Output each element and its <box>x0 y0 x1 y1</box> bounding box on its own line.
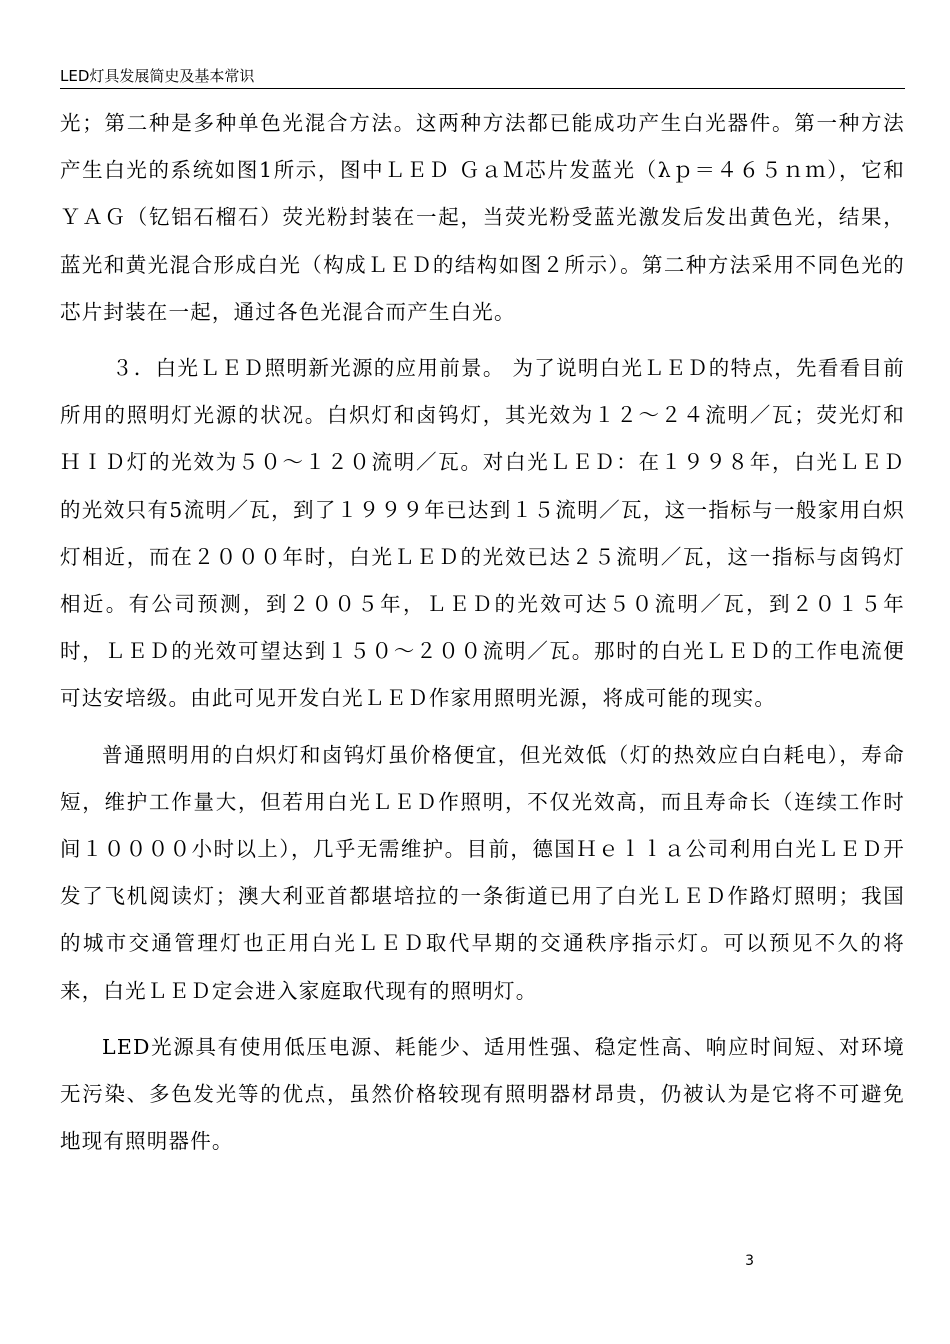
header-title: LED灯具发展简史及基本常识 <box>60 67 255 85</box>
paragraph-application-prospects: ３．白光ＬＥＤ照明新光源的应用前景。 为了说明白光ＬＥＤ的特点，先看看目前所用的照明灯光源的状况。白炽灯和卤钨灯，其光效为１２～２４流明／瓦；荧光灯和ＨＩＤ灯的光效为５０～１２０流明／瓦。对白光ＬＥＤ：在１９９８年，白光ＬＥＤ的光效只有5流明／瓦，到了１９９９年已达到１５流明／瓦，这一指标与一般家用白炽灯相近，而在２０００年时，白光ＬＥＤ的光效已达２５流明／瓦，这一指标与卤钨灯相近。有公司预测，到２００５年，ＬＥＤ的光效可达５０流明／瓦，到２０１５年时，ＬＥＤ的光效可望达到１５０～２００流明／瓦。那时的白光ＬＥＤ的工作电流便可达安培级。由此可见开发白光ＬＥＤ作家用照明光源，将成可能的现实。 <box>60 356 905 711</box>
paragraph-white-light-methods: 光；第二种是多种单色光混合方法。这两种方法都已能成功产生白光器件。第一种方法产生白光的系统如图1所示，图中ＬＥＤ ＧａＭ芯片发蓝光（λｐ＝４６５ｎｍ），它和ＹＡＧ（钇铝石榴石）荧光粉封装在一起，当荧光粉受蓝光激发后发出黄色光，结果，蓝光和黄光混合形成白光（构成ＬＥＤ的结构如图２所示）。第二种方法采用不同色光的芯片封装在一起，通过各色光混合而产生白光。 <box>60 111 905 324</box>
header-divider <box>60 88 905 89</box>
paragraph-general-lighting: 普通照明用的白炽灯和卤钨灯虽价格便宜，但光效低（灯的热效应白白耗电），寿命短，维护工作量大，但若用白光ＬＥＤ作照明，不仅光效高，而且寿命长（连续工作时间１００００小时以上），几乎无需维护。目前，德国Ｈｅｌｌａ公司利用白光ＬＥＤ开发了飞机阅读灯；澳大利亚首都堪培拉的一条街道已用了白光ＬＥＤ作路灯照明；我国的城市交通管理灯也正用白光ＬＥＤ取代早期的交通秩序指示灯。可以预见不久的将来，白光ＬＥＤ定会进入家庭取代现有的照明灯。 <box>60 742 905 1003</box>
page-header <box>60 66 905 88</box>
paragraph-gap <box>60 336 905 345</box>
page-number: 3 <box>745 1253 754 1269</box>
paragraph-gap <box>60 723 905 732</box>
document-body <box>60 100 905 1165</box>
paragraph-gap <box>60 1015 905 1024</box>
paragraph-led-advantages: LED光源具有使用低压电源、耗能少、适用性强、稳定性高、响应时间短、对环境无污染、多色发光等的优点，虽然价格较现有照明器材昂贵，仍被认为是它将不可避免地现有照明器件。 <box>60 1034 905 1154</box>
